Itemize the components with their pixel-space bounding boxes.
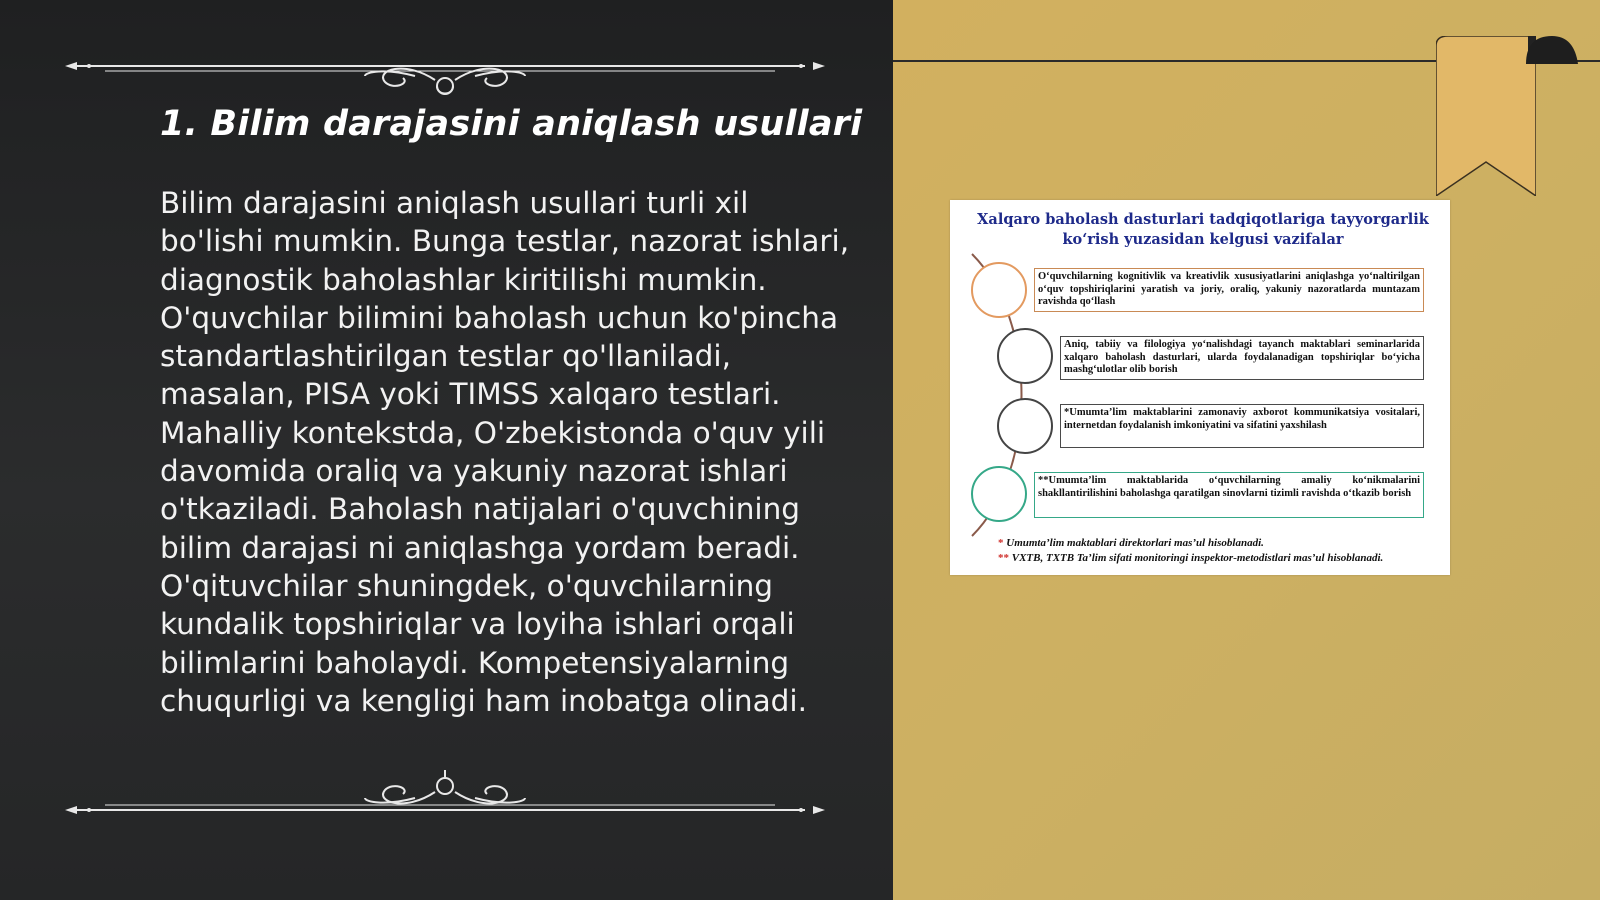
bottom-ornament-divider bbox=[65, 770, 825, 830]
note-marker: * bbox=[998, 537, 1004, 549]
ribbon-fold-icon bbox=[1526, 36, 1586, 66]
note-text: VXTB, TXTB Ta’lim sifati monitoringi inspektor-metodistlari mas’ul hisoblanadi. bbox=[1011, 552, 1384, 564]
diagram-circle-4 bbox=[971, 466, 1027, 522]
diagram-circle-3 bbox=[997, 398, 1053, 454]
slide-title: 1. Bilim darajasini aniqlash usullari bbox=[160, 104, 863, 144]
diagram-circle-1 bbox=[971, 262, 1027, 318]
diagram-item-2: Aniq, tabiiy va filologiya yo‘nalishdagi tayanch maktablari seminarlarida xalqaro baholash dasturlari, ularda foydalanadigan topshiriqlar bo‘yicha mashg‘ulotlar olib borish bbox=[1060, 336, 1424, 380]
bookmark-ribbon-icon bbox=[1436, 36, 1536, 196]
diagram-title: Xalqaro baholash dasturlari tadqiqotlariga tayyorgarlik ko‘rish yuzasidan kelgusi vazifalar bbox=[977, 211, 1429, 248]
diagram-circle-2 bbox=[997, 328, 1053, 384]
diagram-item-1: O‘quvchilarning kognitivlik va kreativlik xususiyatlarini aniqlashga yo‘naltirilgan o‘quv topshiriqlarini yaratish va joriy, oraliq, yakuniy nazoratlarda muntazam ravishda qo‘llash bbox=[1034, 268, 1424, 312]
diagram-item-4: **Umumta’lim maktablarida o‘quvchilarning amaliy ko‘nikmalarini shakllantirilishini baholashga qaratilgan sinovlarni tizimli ravishda o‘tkazib borish bbox=[1034, 472, 1424, 518]
note-marker: ** bbox=[998, 552, 1009, 564]
slide-body-text: Bilim darajasini aniqlash usullari turli xil bo'lishi mumkin. Bunga testlar, nazorat ishlari, diagnostik baholashlar kiritilishi mumkin. O'quvchilar bilimini baholash uchun ko'pincha standartlashtirilgan testlar qo'llaniladi, masalan, PISA yoki TIMSS xalqaro testlari. Mahalliy kontekstda, O'zbekistonda o'quv yili davomida oraliq va yakuniy nazorat ishlari o'tkaziladi. Baholash natijalari o'quvchining bilim darajasi ni aniqlashga yordam beradi. O'qituvchilar shuningdek, o'quvchilarning kundalik topshiriqlar va loyiha ishlari orqali bilimlarini baholaydi. Kompetensiyalarning chuqurligi va kengligi ham inobatga olinadi. bbox=[160, 186, 850, 718]
diagram-item-3: *Umumta’lim maktablarini zamonaviy axborot kommunikatsiya vositalari, internetdan foydalanish imkoniyatini va sifatini yaxshilash bbox=[1060, 404, 1424, 448]
diagram-image bbox=[950, 200, 1450, 575]
diagram-note-1 bbox=[998, 537, 1264, 549]
top-ornament-divider bbox=[65, 40, 825, 100]
note-text: Umumta’lim maktablari direktorlari mas’ul hisoblanadi. bbox=[1006, 537, 1264, 549]
diagram-note-2 bbox=[998, 552, 1383, 564]
